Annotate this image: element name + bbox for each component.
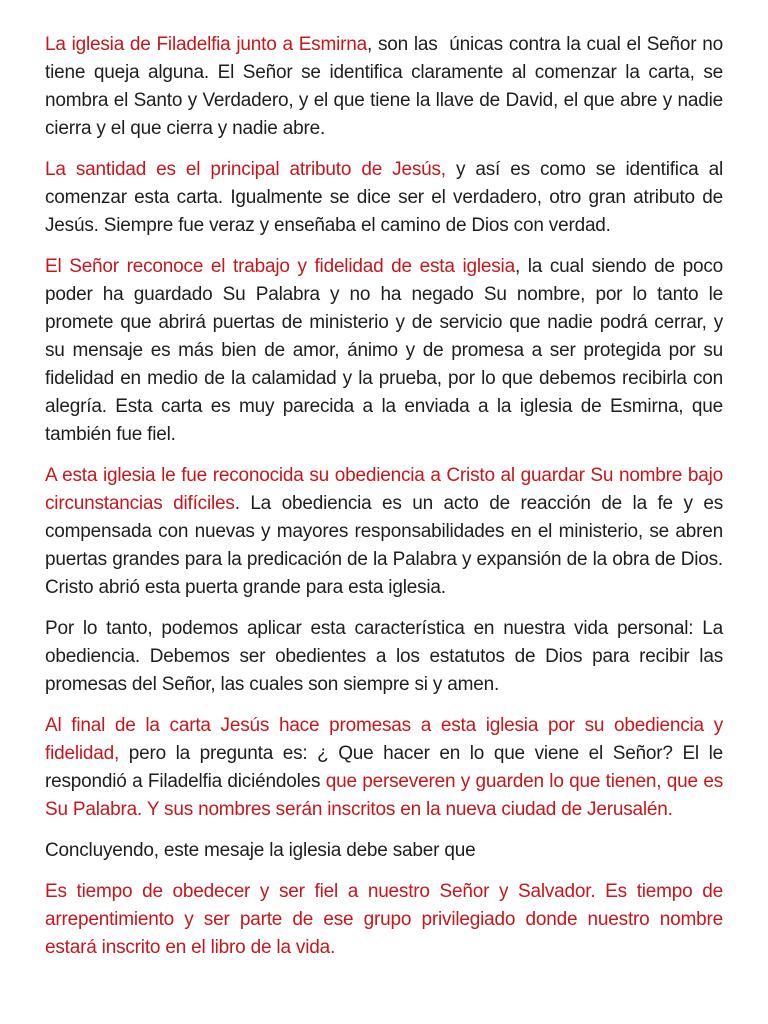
text-run-red: El Señor reconoce el trabajo y fidelidad de esta iglesia	[45, 256, 515, 277]
text-run-red: La iglesia de Filadelfia junto a Esmirna	[45, 34, 367, 55]
text-run-black: Por lo tanto, podemos aplicar esta característica en nuestra vida personal: La obediencia. Debemos ser obedientes a los estatutos de Dios para recibir las promesas del Señor, las cuales son siempre si y amen.	[45, 618, 723, 695]
paragraph	[45, 712, 723, 824]
text-run-black: , la cual siendo de poco poder ha guardado Su Palabra y no ha negado Su nombre, por lo tanto le promete que abrirá puertas de ministerio y de servicio que nadie podrá cerrar, y su mensaje es más bien de amor, ánimo y de promesa a ser protegida por su fidelidad en medio de la calamidad y la prueba, por lo que debemos recibirla con alegría. Esta carta es muy parecida a la enviada a la iglesia de Esmirna, que también fue fiel.	[45, 256, 723, 445]
text-run-black: y así es como se identifica al comenzar esta carta. Igualmente se dice ser el verdadero, otro gran atributo de Jesús. Siempre fue veraz y enseñaba el camino de Dios con verdad.	[45, 159, 723, 236]
text-run-black: , son las únicas contra la cual el Señor no tiene queja alguna. El Señor se identifica claramente al comenzar la carta, se nombra el Santo y Verdadero, y el que tiene la llave de David, el que abre y nadie cierra y el que cierra y nadie abre.	[45, 34, 724, 139]
paragraph	[45, 837, 723, 865]
paragraph	[45, 878, 723, 962]
paragraph	[45, 31, 723, 143]
text-run-red: Al final de la carta Jesús hace promesas a esta iglesia por su obediencia y fidelidad,	[45, 715, 723, 764]
text-run-red: La santidad es el principal atributo de Jesús,	[45, 159, 446, 180]
text-run-black: Concluyendo, este mesaje la iglesia debe saber que	[45, 840, 476, 861]
text-run-black: . La obediencia es un acto de reacción de la fe y es compensada con nuevas y mayores responsabilidades en el ministerio, se abren puertas grandes para la predicación de la Palabra y expansión de la obra de Dios. Cristo abrió esta puerta grande para esta iglesia.	[45, 493, 723, 598]
text-run-red: que perseveren y guarden lo que tienen, que es Su Palabra. Y sus nombres serán inscritos en la nueva ciudad de Jerusalén.	[45, 771, 723, 820]
paragraph	[45, 462, 723, 602]
text-run-black: pero la pregunta es: ¿ Que hacer en lo que viene el Señor? El le respondió a Filadelfia diciéndoles	[45, 743, 723, 792]
text-run-red: Es tiempo de obedecer y ser fiel a nuestro Señor y Salvador. Es tiempo de arrepentimiento y ser parte de ese grupo privilegiado donde nuestro nombre estará inscrito en el libro de la vida.	[45, 881, 723, 958]
paragraph	[45, 253, 723, 449]
paragraph	[45, 615, 723, 699]
text-run-red: A esta iglesia le fue reconocida su obediencia a Cristo al guardar Su nombre bajo circunstancias difíciles	[45, 465, 723, 514]
paragraph	[45, 156, 723, 240]
